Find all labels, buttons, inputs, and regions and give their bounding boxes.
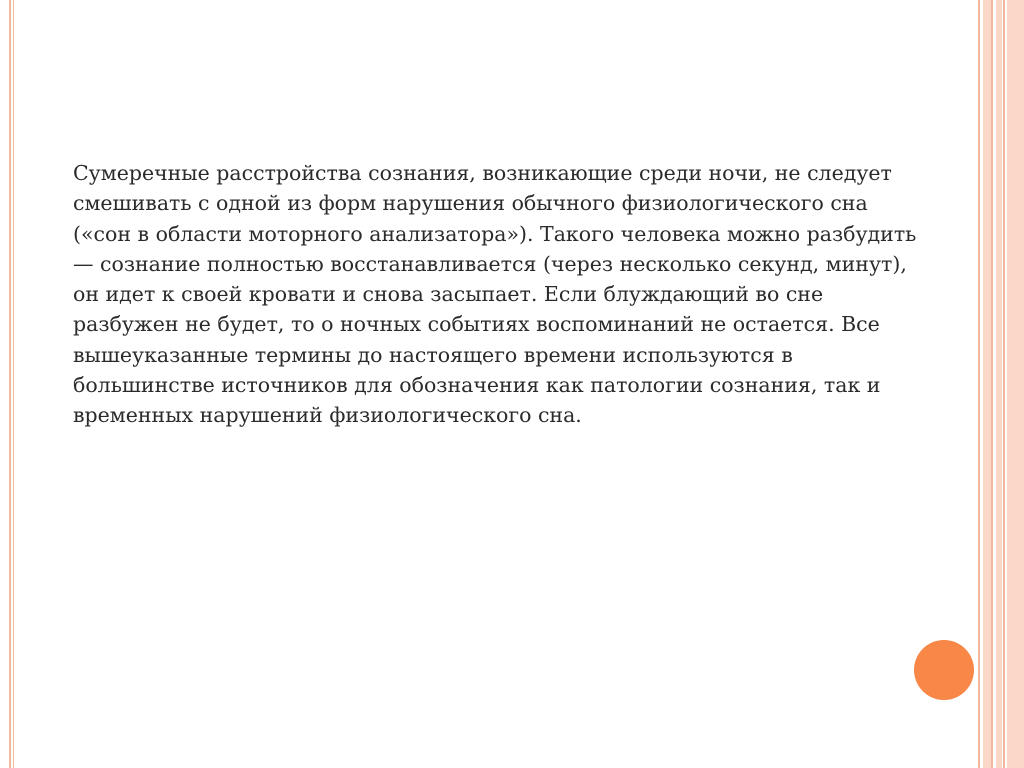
frame-right-stripe-1 <box>983 0 991 768</box>
frame-right-line-3 <box>1003 0 1005 768</box>
frame-left-inner-line <box>13 0 14 768</box>
slide-body-text: Сумеречные расстройства сознания, возникающие среди ночи, не следует смешивать с одной из форм нарушения обычного физиологического сна («сон в области моторного анализатора»). Такого человека можно разбудить — сознание полностью восстанавливается (через несколько секунд, минут), он идет к своей кровати и снова засыпает. Если блуждающий во сне разбужен не будет, то о ночных событиях воспоминаний не остается. Все вышеуказанные термины до настоящего времени используются в большинстве источников для обозначения как патологии сознания, так и временных нарушений физиологического сна. <box>73 161 917 428</box>
frame-left-margin <box>0 0 8 768</box>
frame-right-stripe-3 <box>1007 0 1024 768</box>
frame-right-stripe-2 <box>996 0 1002 768</box>
frame-left-outer-line <box>9 0 11 768</box>
accent-circle-decoration <box>914 640 974 700</box>
frame-right-line-1 <box>978 0 980 768</box>
frame-right-line-2 <box>991 0 993 768</box>
